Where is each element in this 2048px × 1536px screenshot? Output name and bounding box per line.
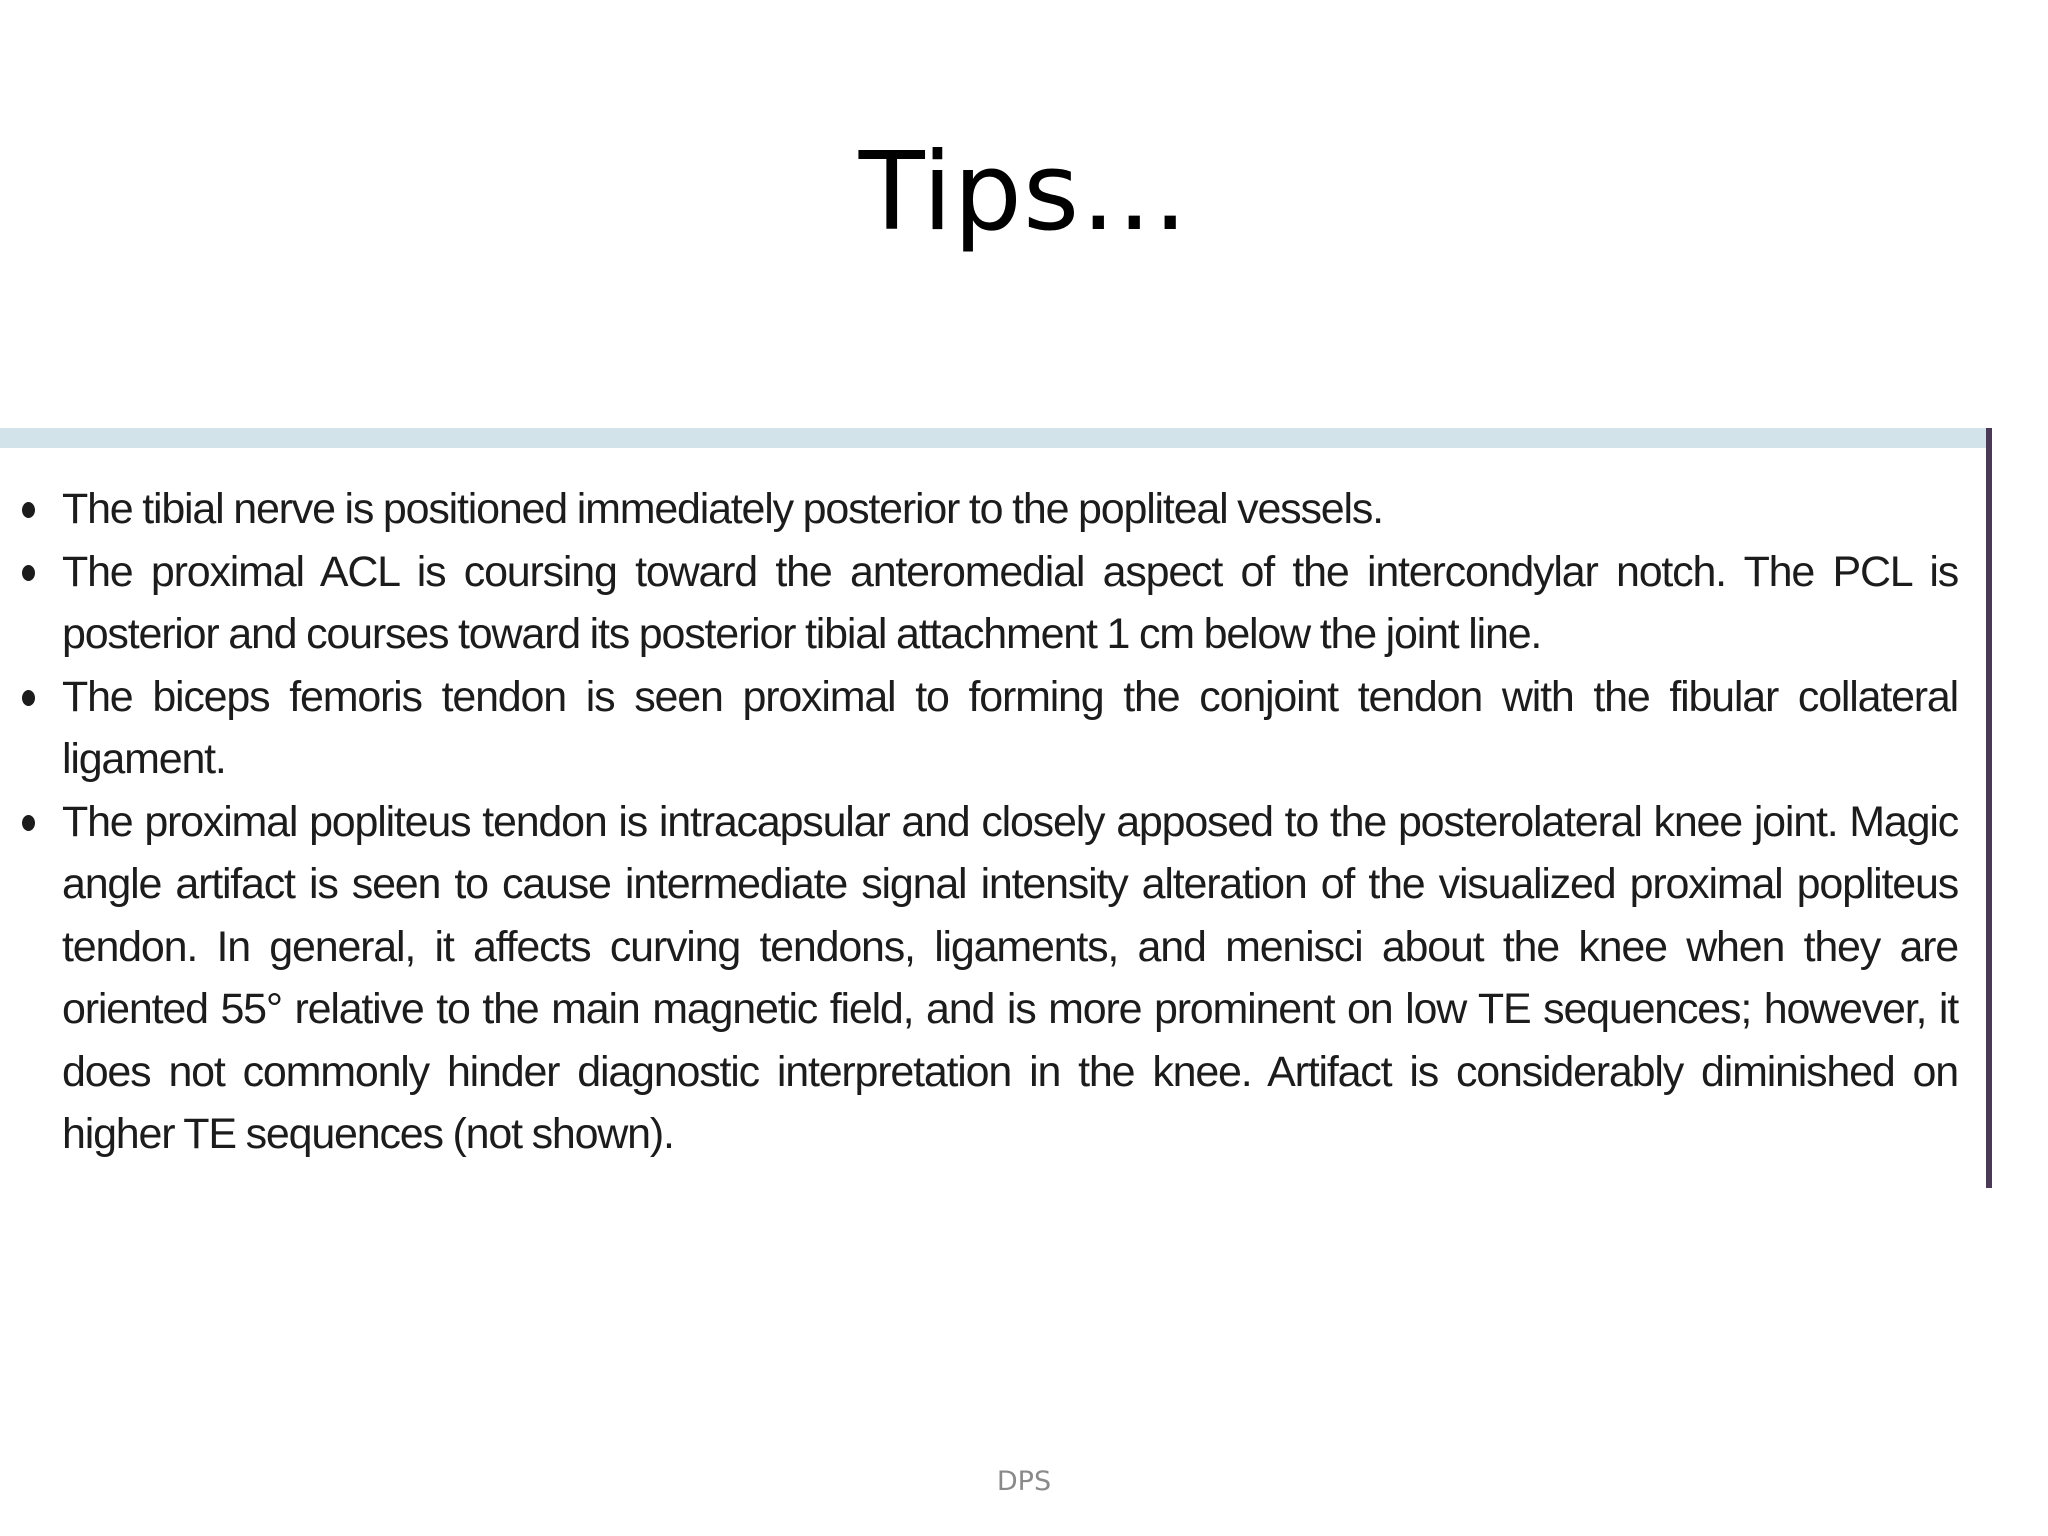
tip-text: The biceps femoris tendon is seen proximal to forming the conjoint tendon with the fibular collateral ligament. <box>62 672 1958 783</box>
slide-footer: DPS <box>996 1466 1052 1497</box>
bullet-icon <box>22 565 35 581</box>
tip-text: The proximal ACL is coursing toward the anteromedial aspect of the intercondylar notch. The PCL is posterior and courses toward its posterior tibial attachment 1 cm below the joint line. <box>62 547 1958 658</box>
bullet-icon <box>22 690 35 706</box>
bullet-icon <box>22 502 35 518</box>
tip-text: The tibial nerve is positioned immediately posterior to the popliteal vessels. <box>62 485 1383 533</box>
tip-item <box>18 666 1958 791</box>
slide-title: Tips… <box>858 130 1190 255</box>
tip-text: The proximal popliteus tendon is intracapsular and closely apposed to the posterolateral knee joint. Magic angle artifact is seen to cause intermediate signal intensity alteration of the visualized proximal popliteus tendon. In general, it affects curving tendons, ligaments, and menisci about the knee when they are oriented 55° relative to the main magnetic field, and is more prominent on low TE sequences; however, it does not commonly hinder diagnostic interpretation in the knee. Artifact is considerably diminished on higher TE sequences (not shown). <box>62 797 1958 1158</box>
tips-list <box>18 478 1958 1166</box>
text-excerpt-image <box>0 428 1992 1188</box>
tip-item <box>18 478 1958 541</box>
bullet-icon <box>22 815 35 831</box>
excerpt-top-rule <box>0 428 1986 448</box>
tip-item <box>18 541 1958 666</box>
tip-item <box>18 791 1958 1166</box>
